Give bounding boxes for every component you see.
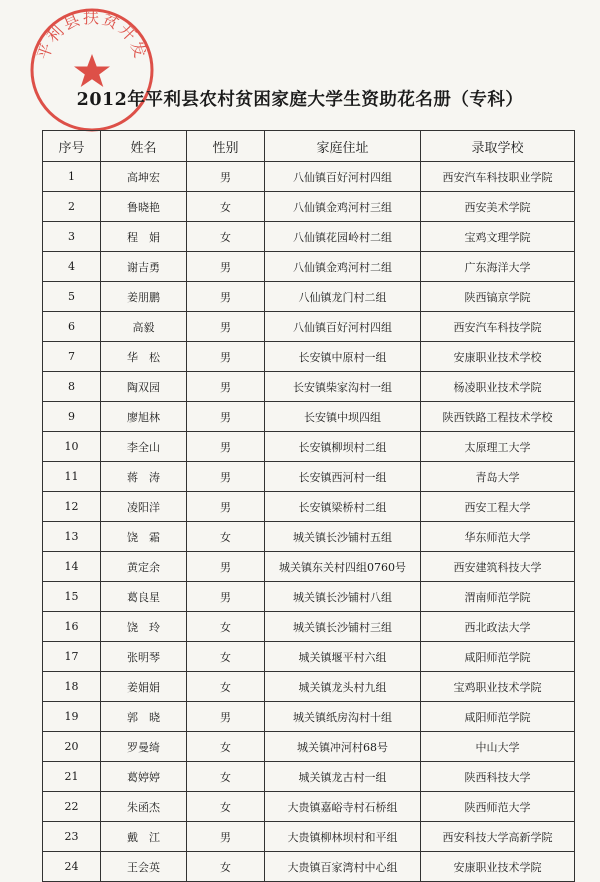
cell-admitted-school: 中山大学 [421, 732, 575, 762]
cell-home-address: 大贵镇嘉峪寺村石桥组 [265, 792, 421, 822]
cell-serial-number: 20 [43, 732, 101, 762]
table-row [43, 432, 575, 462]
cell-name: 黄定余 [101, 552, 187, 582]
cell-home-address: 大贵镇百家湾村中心组 [265, 852, 421, 882]
cell-name: 陶双园 [101, 372, 187, 402]
table-row [43, 702, 575, 732]
cell-home-address: 八仙镇百好河村四组 [265, 312, 421, 342]
cell-home-address: 八仙镇金鸡河村三组 [265, 192, 421, 222]
cell-gender: 男 [187, 552, 265, 582]
cell-admitted-school: 太原理工大学 [421, 432, 575, 462]
cell-admitted-school: 西北政法大学 [421, 612, 575, 642]
cell-admitted-school: 陕西科技大学 [421, 762, 575, 792]
cell-home-address: 长安镇西河村一组 [265, 462, 421, 492]
table-row [43, 462, 575, 492]
cell-gender: 女 [187, 642, 265, 672]
cell-admitted-school: 西安汽车科技职业学院 [421, 162, 575, 192]
table-row [43, 792, 575, 822]
cell-admitted-school: 西安科技大学高新学院 [421, 822, 575, 852]
cell-home-address: 城关镇长沙铺村三组 [265, 612, 421, 642]
cell-home-address: 长安镇中坝四组 [265, 402, 421, 432]
cell-home-address: 城关镇冲河村68号 [265, 732, 421, 762]
cell-serial-number: 24 [43, 852, 101, 882]
cell-serial-number: 10 [43, 432, 101, 462]
cell-admitted-school: 西安工程大学 [421, 492, 575, 522]
cell-serial-number: 12 [43, 492, 101, 522]
table-row [43, 162, 575, 192]
cell-name: 廖旭林 [101, 402, 187, 432]
table-header-row [43, 131, 575, 162]
cell-gender: 女 [187, 732, 265, 762]
cell-home-address: 城关镇龙头村九组 [265, 672, 421, 702]
cell-admitted-school: 青岛大学 [421, 462, 575, 492]
cell-admitted-school: 华东师范大学 [421, 522, 575, 552]
cell-home-address: 八仙镇花园岭村二组 [265, 222, 421, 252]
cell-name: 戴 江 [101, 822, 187, 852]
cell-gender: 男 [187, 282, 265, 312]
cell-admitted-school: 咸阳师范学院 [421, 702, 575, 732]
cell-serial-number: 19 [43, 702, 101, 732]
cell-home-address: 八仙镇金鸡河村二组 [265, 252, 421, 282]
cell-serial-number: 13 [43, 522, 101, 552]
cell-gender: 男 [187, 492, 265, 522]
cell-name: 高毅 [101, 312, 187, 342]
cell-admitted-school: 陕西镐京学院 [421, 282, 575, 312]
cell-serial-number: 9 [43, 402, 101, 432]
seal-text: 平利县扶贫开发 [33, 7, 151, 63]
cell-admitted-school: 安康职业技术学院 [421, 852, 575, 882]
cell-name: 凌阳洋 [101, 492, 187, 522]
cell-name: 葛婷婷 [101, 762, 187, 792]
cell-name: 张明琴 [101, 642, 187, 672]
table-row [43, 402, 575, 432]
cell-gender: 男 [187, 462, 265, 492]
cell-name: 程 娟 [101, 222, 187, 252]
header-admitted-school: 录取学校 [421, 131, 575, 162]
table-row [43, 672, 575, 702]
header-home-address: 家庭住址 [265, 131, 421, 162]
cell-admitted-school: 陕西铁路工程技术学校 [421, 402, 575, 432]
table-row [43, 192, 575, 222]
cell-name: 李全山 [101, 432, 187, 462]
cell-gender: 女 [187, 672, 265, 702]
cell-name: 高坤宏 [101, 162, 187, 192]
cell-gender: 男 [187, 162, 265, 192]
cell-gender: 女 [187, 852, 265, 882]
cell-home-address: 长安镇柴家沟村一组 [265, 372, 421, 402]
cell-serial-number: 2 [43, 192, 101, 222]
cell-gender: 女 [187, 612, 265, 642]
cell-serial-number: 23 [43, 822, 101, 852]
cell-name: 姜朋鹏 [101, 282, 187, 312]
cell-serial-number: 17 [43, 642, 101, 672]
header-gender: 性别 [187, 131, 265, 162]
table-row [43, 252, 575, 282]
official-seal-stamp [28, 6, 156, 134]
cell-gender: 男 [187, 402, 265, 432]
cell-name: 鲁晓艳 [101, 192, 187, 222]
table-row [43, 282, 575, 312]
table-row [43, 552, 575, 582]
cell-serial-number: 3 [43, 222, 101, 252]
table-row [43, 222, 575, 252]
cell-gender: 男 [187, 312, 265, 342]
cell-admitted-school: 西安建筑科技大学 [421, 552, 575, 582]
document-title: 2012年平利县农村贫困家庭大学生资助花名册（专科） [76, 90, 524, 110]
cell-admitted-school: 西安汽车科技学院 [421, 312, 575, 342]
table-body [43, 162, 575, 882]
cell-home-address: 大贵镇柳林坝村和平组 [265, 822, 421, 852]
cell-admitted-school: 宝鸡职业技术学院 [421, 672, 575, 702]
cell-home-address: 城关镇龙古村一组 [265, 762, 421, 792]
cell-gender: 女 [187, 792, 265, 822]
cell-serial-number: 14 [43, 552, 101, 582]
cell-serial-number: 16 [43, 612, 101, 642]
cell-name: 姜娟娟 [101, 672, 187, 702]
cell-name: 饶 霜 [101, 522, 187, 552]
table-row [43, 732, 575, 762]
cell-gender: 男 [187, 582, 265, 612]
table-row [43, 762, 575, 792]
cell-name: 饶 玲 [101, 612, 187, 642]
cell-serial-number: 1 [43, 162, 101, 192]
cell-home-address: 城关镇纸房沟村十组 [265, 702, 421, 732]
cell-gender: 男 [187, 252, 265, 282]
cell-home-address: 城关镇长沙铺村五组 [265, 522, 421, 552]
table-row [43, 612, 575, 642]
table-row [43, 642, 575, 672]
cell-name: 郭 晓 [101, 702, 187, 732]
cell-name: 王会英 [101, 852, 187, 882]
cell-name: 朱函杰 [101, 792, 187, 822]
cell-name: 葛良星 [101, 582, 187, 612]
cell-gender: 男 [187, 342, 265, 372]
cell-home-address: 长安镇梁桥村二组 [265, 492, 421, 522]
header-name: 姓名 [101, 131, 187, 162]
cell-admitted-school: 西安美术学院 [421, 192, 575, 222]
table-row [43, 852, 575, 882]
cell-admitted-school: 宝鸡文理学院 [421, 222, 575, 252]
table-row [43, 582, 575, 612]
cell-serial-number: 7 [43, 342, 101, 372]
cell-serial-number: 8 [43, 372, 101, 402]
cell-admitted-school: 咸阳师范学院 [421, 642, 575, 672]
cell-admitted-school: 杨凌职业技术学院 [421, 372, 575, 402]
cell-home-address: 城关镇东关村四组0760号 [265, 552, 421, 582]
cell-gender: 男 [187, 822, 265, 852]
cell-admitted-school: 安康职业技术学校 [421, 342, 575, 372]
cell-home-address: 长安镇中原村一组 [265, 342, 421, 372]
cell-serial-number: 6 [43, 312, 101, 342]
cell-serial-number: 22 [43, 792, 101, 822]
cell-admitted-school: 广东海洋大学 [421, 252, 575, 282]
cell-gender: 女 [187, 522, 265, 552]
cell-home-address: 八仙镇百好河村四组 [265, 162, 421, 192]
cell-serial-number: 18 [43, 672, 101, 702]
header-serial-number: 序号 [43, 131, 101, 162]
cell-serial-number: 5 [43, 282, 101, 312]
cell-gender: 男 [187, 702, 265, 732]
cell-gender: 女 [187, 222, 265, 252]
cell-admitted-school: 渭南师范学院 [421, 582, 575, 612]
cell-name: 蒋 涛 [101, 462, 187, 492]
student-aid-roster-table [42, 130, 575, 882]
cell-admitted-school: 陕西师范大学 [421, 792, 575, 822]
cell-serial-number: 4 [43, 252, 101, 282]
table-row [43, 522, 575, 552]
table-row [43, 372, 575, 402]
cell-serial-number: 15 [43, 582, 101, 612]
table-row [43, 312, 575, 342]
cell-gender: 男 [187, 372, 265, 402]
cell-home-address: 城关镇堰平村六组 [265, 642, 421, 672]
cell-gender: 男 [187, 432, 265, 462]
cell-gender: 女 [187, 762, 265, 792]
table-row [43, 342, 575, 372]
cell-serial-number: 21 [43, 762, 101, 792]
cell-name: 罗曼绮 [101, 732, 187, 762]
table-row [43, 492, 575, 522]
cell-home-address: 八仙镇龙门村二组 [265, 282, 421, 312]
cell-gender: 女 [187, 192, 265, 222]
table-row [43, 822, 575, 852]
cell-home-address: 城关镇长沙铺村八组 [265, 582, 421, 612]
seal-star-icon [74, 54, 110, 87]
cell-name: 华 松 [101, 342, 187, 372]
cell-serial-number: 11 [43, 462, 101, 492]
cell-name: 谢吉勇 [101, 252, 187, 282]
cell-home-address: 长安镇柳坝村二组 [265, 432, 421, 462]
